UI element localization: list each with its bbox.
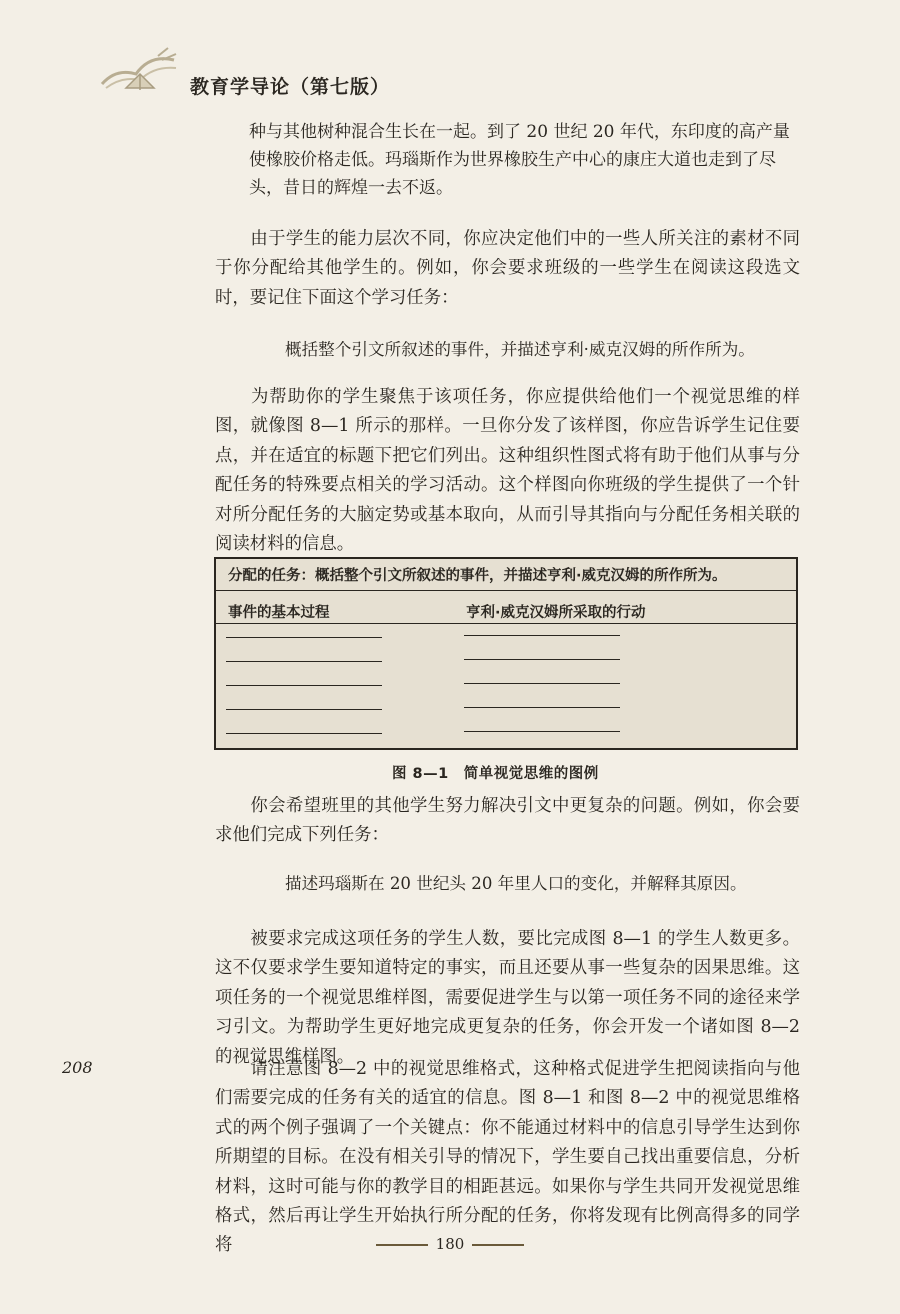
page-number: 180 bbox=[435, 1235, 465, 1253]
blank-line bbox=[464, 635, 620, 636]
figure-column-header-actions: 亨利·威克汉姆所采取的行动 bbox=[466, 605, 646, 621]
figure-header-divider bbox=[216, 623, 796, 624]
figure-task-label: 分配的任务：概括整个引文所叙述的事件，并描述亨利·威克汉姆的所作所为。 bbox=[216, 559, 796, 591]
paragraph-1-text: 由于学生的能力层次不同，你应决定他们中的一些人所关注的素材不同于你分配给其他学生的。例如，你会要求班级的一些学生在阅读这段选文时，要记住下面这个学习任务： bbox=[215, 229, 800, 308]
blank-line bbox=[464, 731, 620, 732]
task-quote-1: 概括整个引文所叙述的事件，并描述亨利·威克汉姆的所作所为。 bbox=[285, 340, 755, 359]
paragraph-3-text: 你会希望班里的其他学生努力解决引文中更复杂的问题。例如，你会要求他们完成下列任务： bbox=[215, 796, 800, 846]
running-header-title: 教育学导论（第七版） bbox=[190, 76, 391, 98]
figure-caption: 图 8—1 简单视觉思维的图例 bbox=[392, 766, 599, 782]
task-quote-2: 描述玛瑙斯在 20 世纪头 20 年里人口的变化，并解释其原因。 bbox=[285, 874, 747, 893]
paragraph-5-text: 请注意图 8—2 中的视觉思维格式，这种格式促进学生把阅读指向与他们需要完成的任务有关的适宜的信息。图 8—1 和图 8—2 中的视觉思维格式的两个例子强调了一个关键点：你不能通过材料中的信息引导学生达到你所期望的目标。在没有相关引导的情况下，学生要自己找出重要信息，分析材料，这时可能与你的教学目的相距甚远。如果你与学生共同开发视觉思维格式，然后再让学生开始执行所分配的任务，你将发现有比例高得多的同学将 bbox=[215, 1059, 800, 1256]
blank-line bbox=[464, 683, 620, 684]
page-footer bbox=[370, 1232, 530, 1256]
blank-line bbox=[226, 685, 382, 686]
book-emblem-icon bbox=[96, 44, 186, 100]
excerpt-line: 使橡胶价格走低。玛瑙斯作为世界橡胶生产中心的康庄大道也走到了尽 bbox=[249, 150, 776, 170]
blank-line bbox=[226, 733, 382, 734]
blank-line bbox=[464, 707, 620, 708]
blank-line bbox=[226, 709, 382, 710]
paragraph-1 bbox=[215, 225, 800, 313]
blank-line bbox=[226, 661, 382, 662]
paragraph-4-text: 被要求完成这项任务的学生人数，要比完成图 8—1 的学生人数更多。这不仅要求学生要知道特定的事实，而且还要从事一些复杂的因果思维。这项任务的一个视觉思维样图，需要促进学生与以第一项任务不同的途径来学习引文。为帮助学生更好地完成更复杂的任务，你会开发一个诸如图 8—2 的视觉思维样图。 bbox=[215, 929, 800, 1067]
paragraph-5 bbox=[215, 1055, 800, 1261]
paragraph-2-text: 为帮助你的学生聚焦于该项任务，你应提供给他们一个视觉思维的样图，就像图 8—1 所示的那样。一旦你分发了该样图，你应告诉学生记住要点，并在适宜的标题下把它们列出。这种组织性图式将有助于他们从事与分配任务的特殊要点相关的学习活动。这个样图向你班级的学生提供了一个针对所分配任务的大脑定势或基本取向，从而引导其指向与分配任务相关联的阅读材料的信息。 bbox=[215, 387, 800, 555]
blank-line bbox=[464, 659, 620, 660]
figure-column-header-events: 事件的基本过程 bbox=[228, 605, 330, 621]
paragraph-4 bbox=[215, 925, 800, 1072]
excerpt-line: 头，昔日的辉煌一去不返。 bbox=[249, 178, 453, 198]
paragraph-3 bbox=[215, 792, 800, 851]
margin-page-number: 208 bbox=[62, 1058, 93, 1077]
footer-ornament-right bbox=[472, 1244, 524, 1246]
excerpt-line: 种与其他树种混合生长在一起。到了 20 世纪 20 年代，东印度的高产量 bbox=[249, 122, 790, 142]
figure-8-1-organizer bbox=[214, 557, 798, 750]
paragraph-2 bbox=[215, 383, 800, 559]
blank-line bbox=[226, 637, 382, 638]
